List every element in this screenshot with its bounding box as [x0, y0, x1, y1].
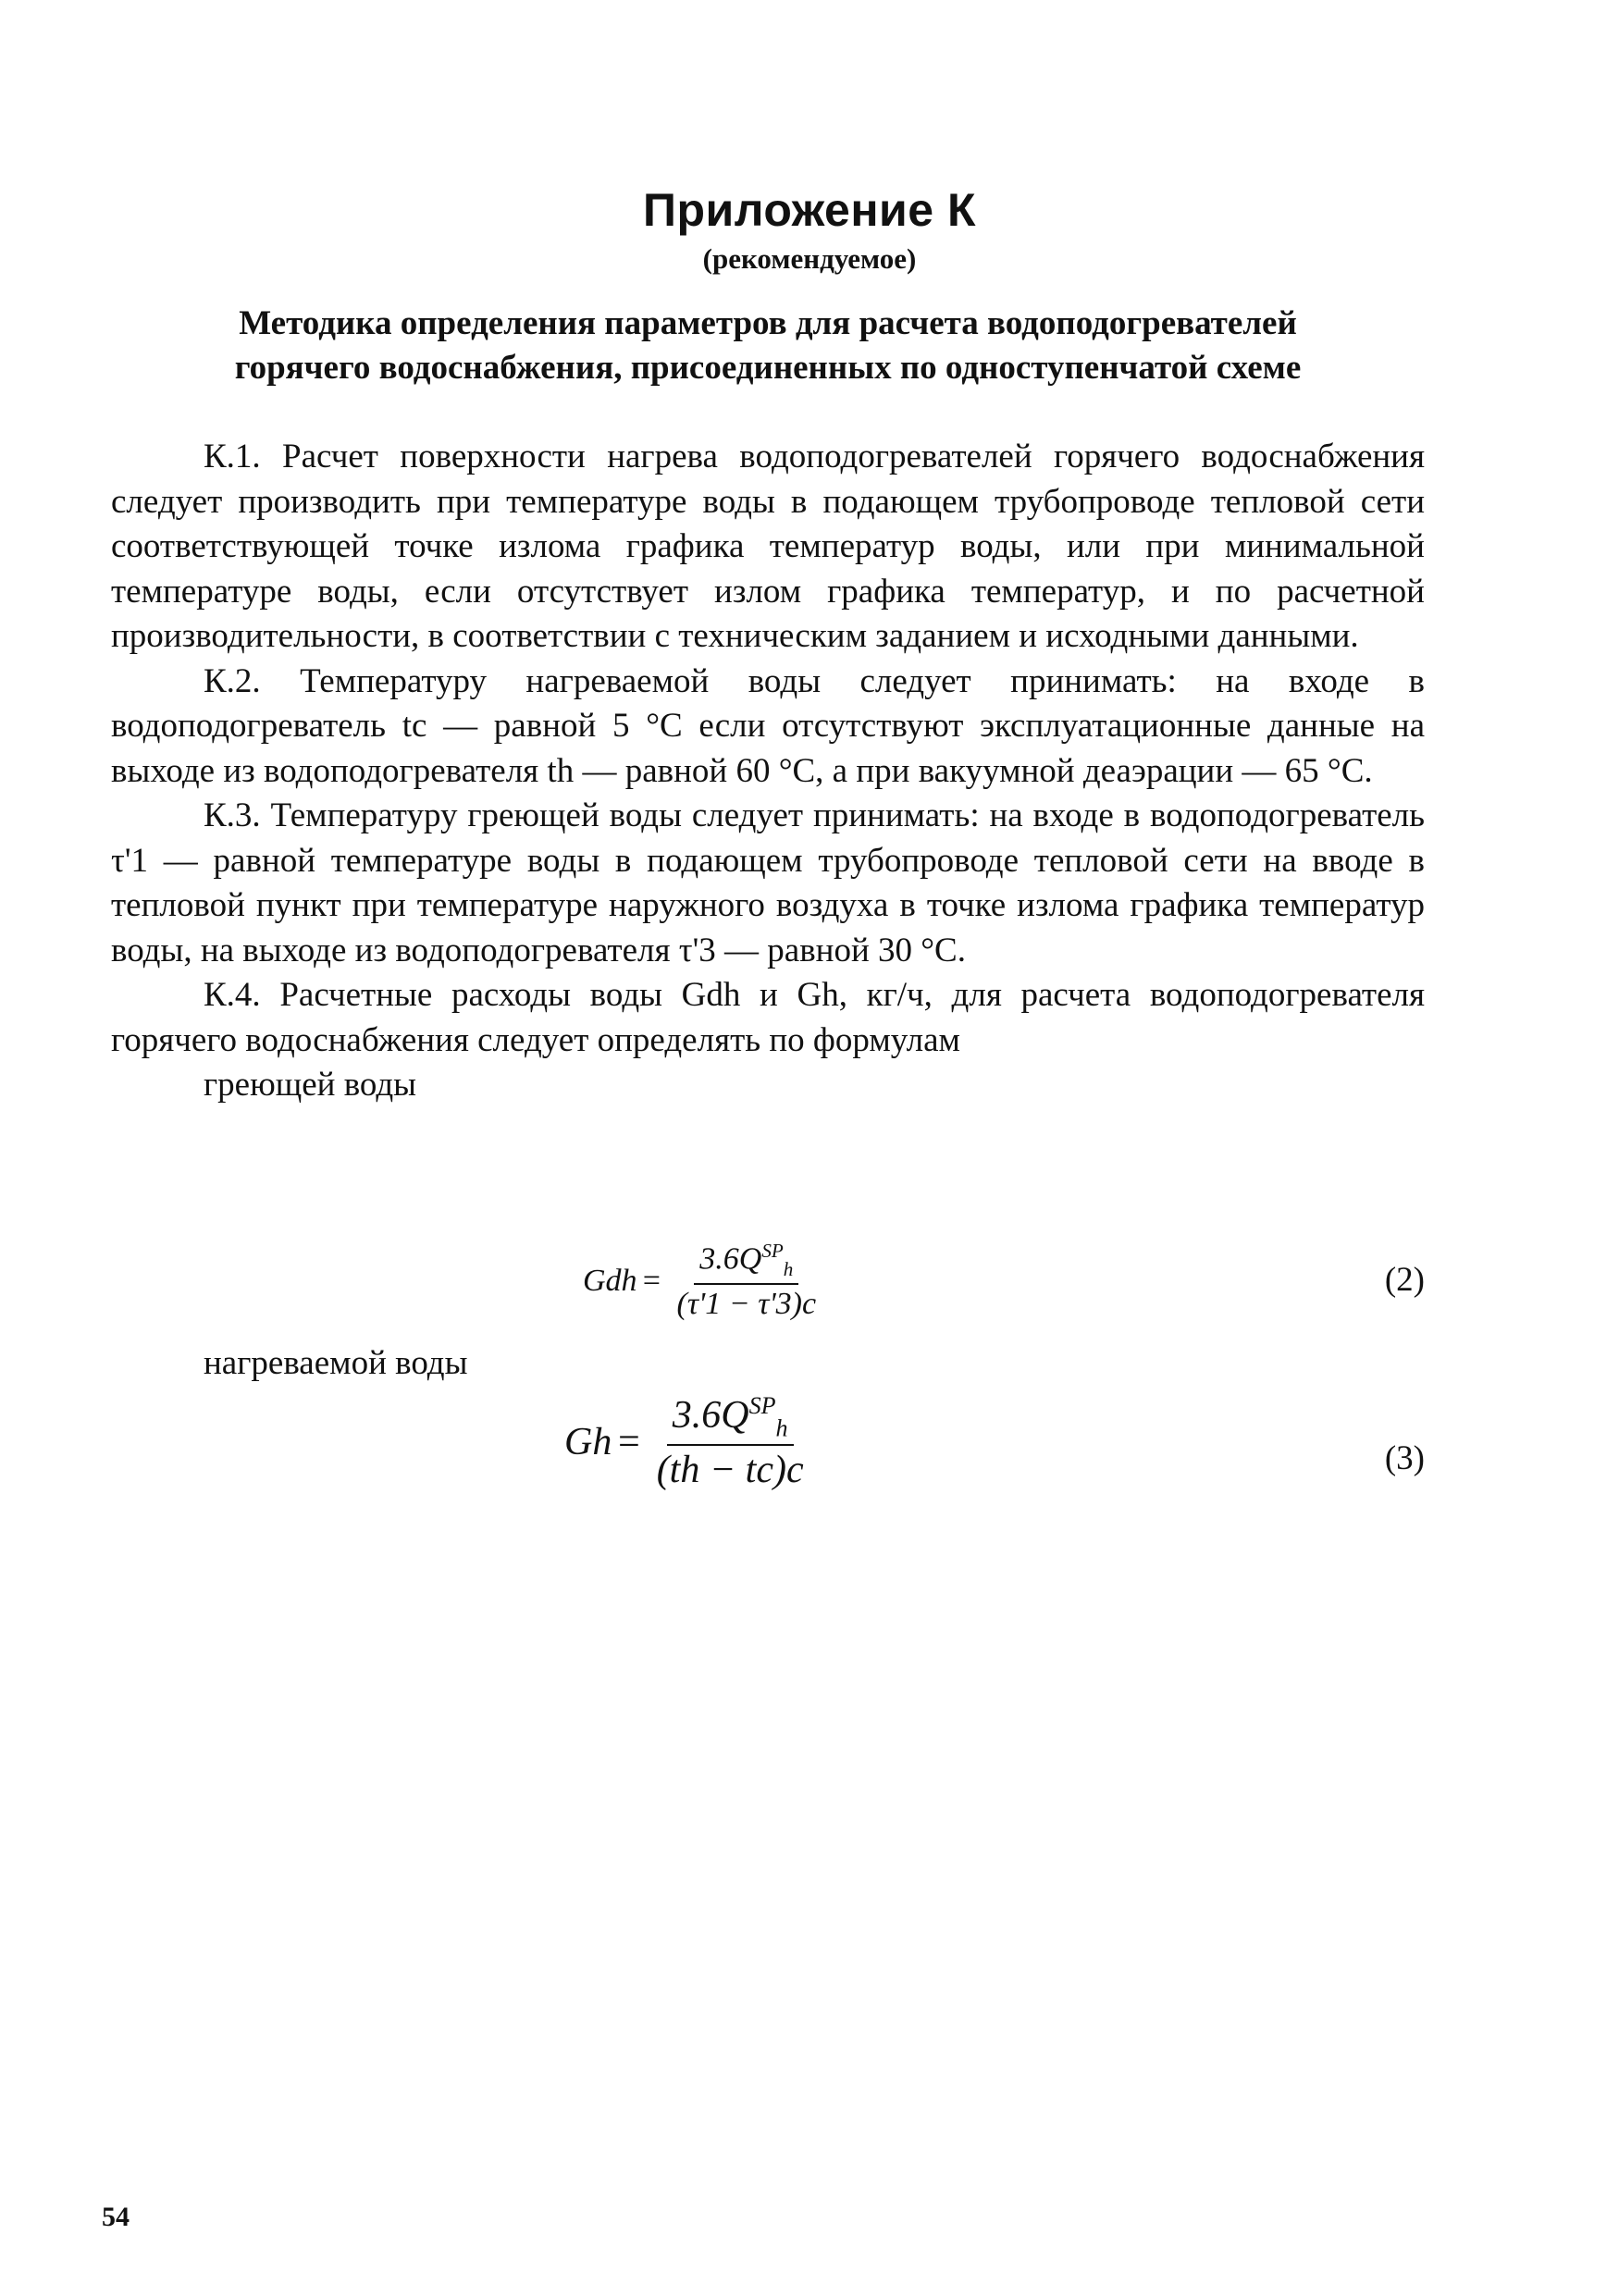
formula-3-denominator: (th − tc)c: [656, 1449, 804, 1492]
label-heating-water: греющей воды: [204, 1066, 417, 1104]
formula-3-numerator: [667, 1392, 794, 1446]
heading-line-1: Методика определения параметров для расчета водоподогревателей: [239, 304, 1297, 342]
formula-2-num-sub: h: [783, 1258, 794, 1281]
heading-line-2: горячего водоснабжения, присоединенных по одноступенчатой схеме: [234, 349, 1302, 387]
paragraph-k1: К.1. Расчет поверхности нагрева водоподогревателей горячего водоснабжения следует производить при температуре воды в подающем трубопроводе тепловой сети соответствующей точке излома графика температур воды, или при минимальной температуре воды, если отсутствует излом графика температур, и по расчетной производительности, в соответствии с техническим заданием и исходными данными.: [111, 438, 1425, 655]
formula-2: [583, 1240, 822, 1322]
formula-3-num-sub: h: [775, 1414, 788, 1442]
formula-3-row: [111, 1392, 1425, 1512]
formula-2-row: [111, 1240, 1425, 1341]
formula-2-num-sup: SP: [761, 1240, 784, 1262]
page-number: 54: [102, 2202, 130, 2232]
formula-2-fraction: [672, 1240, 822, 1322]
formula-2-num-text: 3.6Q: [699, 1241, 762, 1277]
paragraph-k2: К.2. Температуру нагреваемой воды следует принимать: на входе в водоподогреватель tc — равной 5 °С если отсутствуют эксплуатационные данные на выходе из водоподогревателя th — равной 60 °С, а при вакуумной деаэрации — 65 °С.: [111, 661, 1425, 790]
formula-2-numerator: [694, 1240, 798, 1285]
formula-3-num-sup: SP: [748, 1392, 776, 1419]
label-heated-water: нагреваемой воды: [204, 1344, 468, 1382]
formula-3: [564, 1392, 810, 1492]
paragraph-k4: К.4. Расчетные расходы воды Gdh и Gh, кг/ч, для расчета водоподогревателя горячего водоснабжения следует определять по формулам: [111, 976, 1425, 1059]
section-heading: [111, 302, 1425, 390]
formula-2-denominator: (τ'1 − τ'3)c: [676, 1287, 817, 1322]
formula-2-lhs: Gdh: [583, 1263, 637, 1298]
formula-3-equals: =: [615, 1421, 642, 1464]
paragraph-k3: К.3. Температуру греющей воды следует принимать: на входе в водоподогреватель τ'1 — равной температуре воды в подающем трубопроводе тепловой сети на вводе в тепловой пункт при температуре наружного воздуха в точке излома графика температур воды, на выходе из водоподогревателя τ'3 — равной 30 °С.: [111, 796, 1425, 969]
formula-2-equals: =: [640, 1263, 662, 1298]
appendix-subtitle: (рекомендуемое): [702, 242, 917, 275]
formula-3-fraction: [651, 1392, 810, 1492]
formula-2-number: (2): [1384, 1261, 1425, 1299]
formula-3-number: (3): [1384, 1439, 1425, 1477]
formula-3-lhs: Gh: [564, 1421, 612, 1464]
formula-3-num-text: 3.6Q: [672, 1394, 749, 1437]
appendix-title: Приложение К: [643, 184, 976, 236]
body-text: [111, 435, 1425, 1108]
